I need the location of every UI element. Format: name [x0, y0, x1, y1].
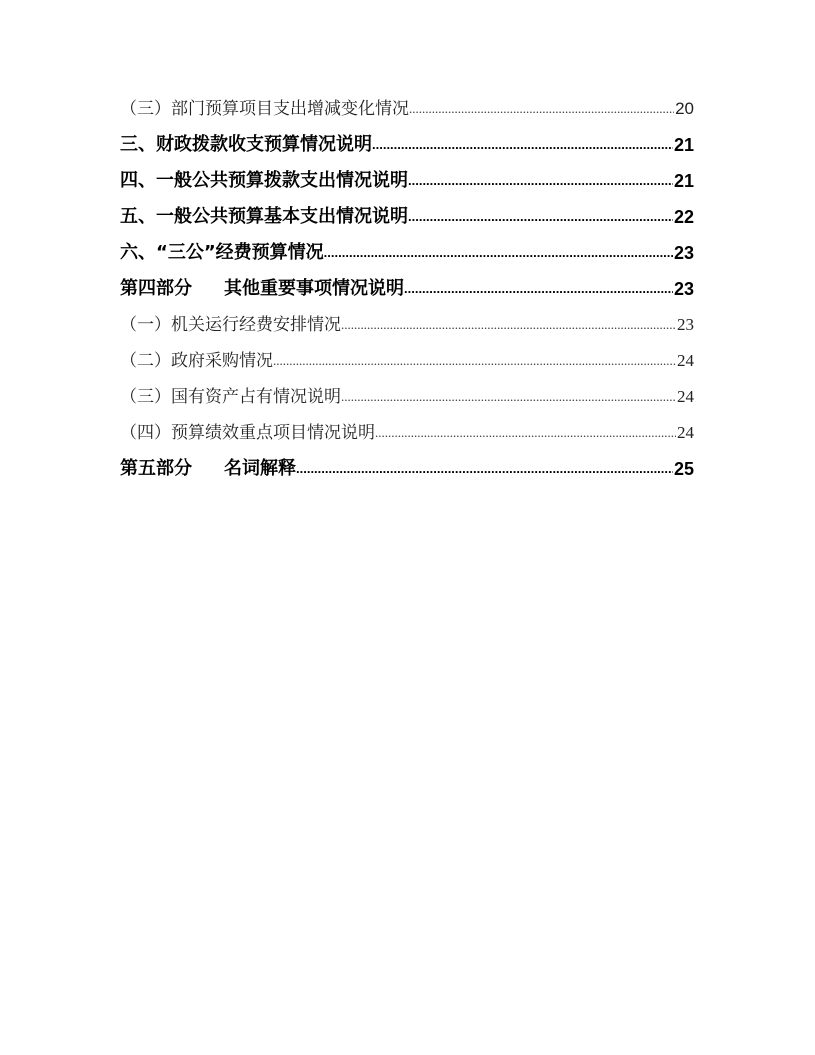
- toc-dot-leader: [408, 206, 673, 228]
- toc-entry[interactable]: [120, 238, 694, 264]
- toc-entry[interactable]: [120, 382, 694, 408]
- toc-dot-leader: [372, 134, 673, 156]
- toc-entry[interactable]: [120, 346, 694, 372]
- toc-dot-leader: [404, 278, 673, 300]
- toc-entry[interactable]: [120, 310, 694, 336]
- toc-dot-leader: [341, 386, 676, 408]
- toc-entry-title: [120, 458, 296, 480]
- toc-part-name: 名词解释: [224, 458, 296, 479]
- toc-dot-leader: [375, 422, 676, 444]
- toc-entry-page: 24: [677, 387, 694, 406]
- toc-entry-title: （三）部门预算项目支出增减变化情况: [120, 99, 409, 119]
- toc-entry-page: 24: [677, 423, 694, 442]
- toc-entry-title: [120, 278, 404, 300]
- toc-entry-title: （四）预算绩效重点项目情况说明: [120, 423, 375, 443]
- toc-part-name: 其他重要事项情况说明: [224, 278, 404, 299]
- toc-entry-title: 六、“三公”经费预算情况: [120, 242, 324, 263]
- toc-entry-title: （三）国有资产占有情况说明: [120, 387, 341, 407]
- toc-entry-page: 23: [673, 243, 694, 263]
- toc-entry[interactable]: [120, 130, 694, 156]
- toc-entry-page: 24: [677, 351, 694, 370]
- toc-entry-page: 25: [673, 459, 694, 479]
- toc-dot-leader: [409, 98, 674, 120]
- toc-entry[interactable]: [120, 166, 694, 192]
- toc-dot-leader: [408, 170, 673, 192]
- toc-entry-title: （二）政府采购情况: [120, 351, 273, 371]
- toc-entry[interactable]: [120, 94, 694, 120]
- toc-dot-leader: [341, 314, 676, 336]
- toc-entry-page: 20: [675, 99, 694, 118]
- toc-entry-page: 23: [673, 279, 694, 299]
- toc-entry-title: 五、一般公共预算基本支出情况说明: [120, 206, 408, 227]
- toc-dot-leader: [273, 350, 676, 372]
- toc-entry[interactable]: [120, 202, 694, 228]
- toc-entry-title: 三、财政拨款收支预算情况说明: [120, 134, 372, 155]
- toc-dot-leader: [296, 458, 673, 480]
- toc-entry-page: 21: [673, 135, 694, 155]
- toc-part-label: 第五部分: [120, 458, 192, 479]
- toc-entry-page: 22: [673, 207, 694, 227]
- toc-entry-title: 四、一般公共预算拨款支出情况说明: [120, 170, 408, 191]
- toc-entry-page: 21: [673, 171, 694, 191]
- toc-entry[interactable]: [120, 274, 694, 300]
- toc-entry[interactable]: [120, 418, 694, 444]
- toc-entry-title: （一）机关运行经费安排情况: [120, 315, 341, 335]
- toc-dot-leader: [324, 242, 673, 264]
- toc-entry[interactable]: [120, 454, 694, 480]
- toc-part-label: 第四部分: [120, 278, 192, 299]
- toc-entry-page: 23: [677, 315, 694, 334]
